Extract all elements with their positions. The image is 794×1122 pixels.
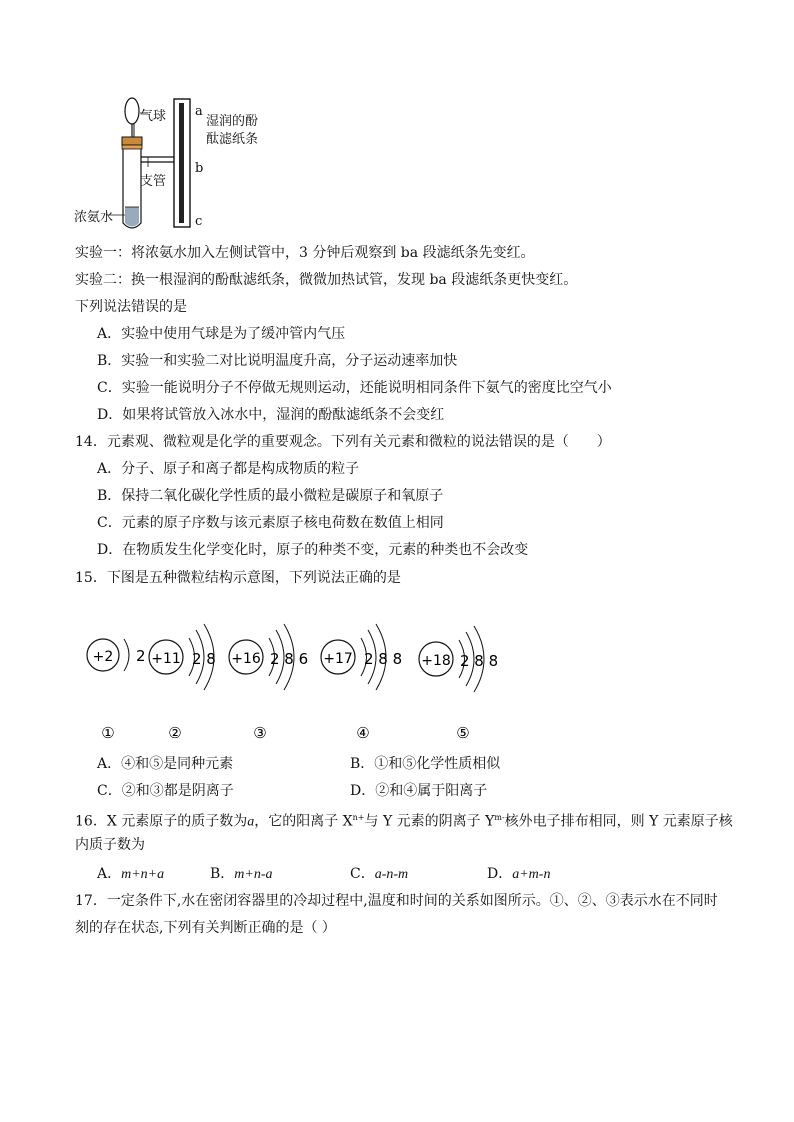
var-a: a xyxy=(247,814,255,830)
q13-option-d: D．如果将试管放入冰水中，湿润的酚酞滤纸条不会变红 xyxy=(97,407,445,423)
q14-option-d: D．在物质发生化学变化时，原子的种类不变，元素的种类也不会改变 xyxy=(97,542,529,558)
particle-2-label: ② xyxy=(168,724,182,742)
particle-5-nucleus: +18 xyxy=(421,653,451,669)
branch-label: 支管 xyxy=(140,174,167,189)
q13-option-b: B．实验一和实验二对比说明温度升高，分子运动速率加快 xyxy=(97,353,458,369)
point-a-label: a xyxy=(195,104,203,119)
question-15-stem: 15．下图是五种微粒结构示意图，下列说法正确的是 xyxy=(75,570,401,586)
question-16-stem: 16．X 元素原子的质子数为a，它的阳离子 $X^{n+}$与 Y 元素的阴离子 $Y^{m-}$核外电子排布相同，则 Y 元素原子核 xyxy=(75,813,733,830)
q16-option-c: C．a-n-m xyxy=(350,866,409,882)
ammonia-label: 浓氨水 xyxy=(74,210,114,225)
particle-4-shells: 2 8 8 xyxy=(364,650,403,668)
question-14-stem: 14．元素观、微粒观是化学的重要观念。下列有关元素和微粒的说法错误的是（ ） xyxy=(75,434,611,450)
q14-option-c: C．元素的原子序数与该元素原子核电荷数在数值上相同 xyxy=(97,515,444,531)
q15-option-a: A．④和⑤是同种元素 xyxy=(97,756,234,772)
question-13-prompt: 下列说法错误的是 xyxy=(75,299,187,315)
particle-4-nucleus: +17 xyxy=(323,651,353,667)
particle-1-shells: 2 xyxy=(136,647,146,665)
q14-option-a: A．分子、原子和离子都是构成物质的粒子 xyxy=(97,461,360,477)
point-b-label: b xyxy=(195,161,204,176)
particle-4-label: ④ xyxy=(356,724,370,742)
x-charge: n+ xyxy=(352,813,365,822)
particle-3-nucleus: +16 xyxy=(231,651,261,667)
paper-label-line2: 酞滤纸条 xyxy=(206,132,259,147)
particle-structure-diagram xyxy=(80,608,520,748)
q16-option-d: D．a+m-n xyxy=(487,866,551,882)
q14-option-b: B．保持二氧化碳化学性质的最小微粒是碳原子和氧原子 xyxy=(97,488,444,504)
particle-2 xyxy=(149,624,216,742)
q15-option-b: B．①和⑤化学性质相似 xyxy=(350,756,501,772)
particle-4 xyxy=(321,624,402,742)
question-16-stem-line2: 内质子数为 xyxy=(75,837,145,853)
particle-1-nucleus: +2 xyxy=(92,649,114,665)
particle-2-nucleus: +11 xyxy=(151,651,181,667)
experiment-two: 实验二：换一根湿润的酚酞滤纸条，微微加热试管，发现 ba 段滤纸条更快变红。 xyxy=(75,272,578,288)
q15-option-c: C．②和③都是阴离子 xyxy=(97,783,234,799)
q16-option-b: B．m+n-a xyxy=(210,866,273,882)
particle-3-shells: 2 8 6 xyxy=(270,650,309,668)
experiment-one: 实验一：将浓氨水加入左侧试管中，3 分钟后观察到 ba 段滤纸条先变红。 xyxy=(75,245,535,261)
particle-1 xyxy=(87,639,146,742)
particle-3-label: ③ xyxy=(253,724,267,742)
paper-label-line1: 湿润的酚 xyxy=(206,114,259,129)
particle-3 xyxy=(229,624,308,742)
q15-option-d: D．②和④属于阳离子 xyxy=(350,783,488,799)
q13-option-c: C．实验一能说明分子不停做无规则运动，还能说明相同条件下氨气的密度比空气小 xyxy=(97,380,612,396)
balloon-label: 气球 xyxy=(140,109,167,124)
q13-option-a: A．实验中使用气球是为了缓冲管内气压 xyxy=(97,326,346,342)
particle-2-shells: 2 8 xyxy=(192,650,216,668)
particle-5-shells: 2 8 8 xyxy=(460,652,499,670)
particle-5-label: ⑤ xyxy=(456,724,470,742)
particle-1-label: ① xyxy=(101,724,115,742)
q16-option-a: A．m+n+a xyxy=(97,866,165,882)
question-17-line1: 17．一定条件下,水在密闭容器里的冷却过程中,温度和时间的关系如图所示。①、②、③表示水在不同时 xyxy=(75,893,718,909)
particle-5 xyxy=(419,626,498,742)
y-charge: m- xyxy=(494,813,505,822)
point-c-label: c xyxy=(195,214,203,229)
question-17-line2: 刻的存在状态,下列有关判断正确的是（ ） xyxy=(75,920,336,936)
